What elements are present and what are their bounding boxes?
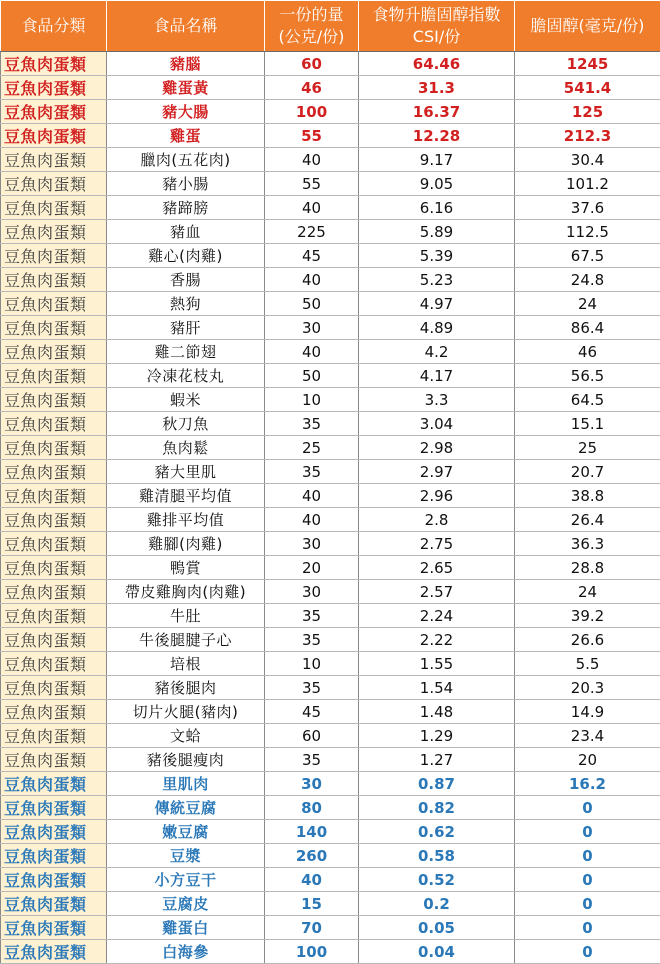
cholesterol-cell: 16.2 — [515, 772, 660, 796]
table-row — [1, 772, 660, 796]
csi-cell: 0.87 — [359, 772, 515, 796]
table-row — [1, 124, 660, 148]
portion-cell: 45 — [265, 244, 359, 268]
table-row — [1, 916, 660, 940]
category-cell: 豆魚肉蛋類 — [1, 580, 107, 604]
table-row — [1, 580, 660, 604]
portion-cell: 25 — [265, 436, 359, 460]
category-cell: 豆魚肉蛋類 — [1, 916, 107, 940]
food-name-cell: 雞蛋白 — [107, 916, 265, 940]
csi-cell: 64.46 — [359, 52, 515, 76]
cholesterol-cell: 25 — [515, 436, 660, 460]
cholesterol-cell: 28.8 — [515, 556, 660, 580]
csi-cell: 1.48 — [359, 700, 515, 724]
food-name-cell: 嫩豆腐 — [107, 820, 265, 844]
cholesterol-cell: 15.1 — [515, 412, 660, 436]
category-cell: 豆魚肉蛋類 — [1, 748, 107, 772]
table-row — [1, 676, 660, 700]
food-name-cell: 牛肚 — [107, 604, 265, 628]
header-row — [1, 1, 660, 52]
csi-cell: 0.05 — [359, 916, 515, 940]
portion-cell: 30 — [265, 772, 359, 796]
category-cell: 豆魚肉蛋類 — [1, 148, 107, 172]
category-cell: 豆魚肉蛋類 — [1, 460, 107, 484]
category-cell: 豆魚肉蛋類 — [1, 196, 107, 220]
csi-cell: 3.3 — [359, 388, 515, 412]
category-cell: 豆魚肉蛋類 — [1, 340, 107, 364]
category-cell: 豆魚肉蛋類 — [1, 52, 107, 76]
cholesterol-cell: 0 — [515, 820, 660, 844]
portion-cell: 30 — [265, 532, 359, 556]
food-name-cell: 冷凍花枝丸 — [107, 364, 265, 388]
portion-cell: 40 — [265, 148, 359, 172]
table-row — [1, 52, 660, 76]
table-row — [1, 652, 660, 676]
portion-cell: 225 — [265, 220, 359, 244]
category-cell: 豆魚肉蛋類 — [1, 100, 107, 124]
table-row — [1, 892, 660, 916]
table-row — [1, 604, 660, 628]
table-row — [1, 748, 660, 772]
table-row — [1, 868, 660, 892]
cholesterol-cell: 20.7 — [515, 460, 660, 484]
csi-cell: 1.54 — [359, 676, 515, 700]
csi-cell: 12.28 — [359, 124, 515, 148]
food-name-cell: 豬腦 — [107, 52, 265, 76]
table-row — [1, 100, 660, 124]
food-name-cell: 帶皮雞胸肉(肉雞) — [107, 580, 265, 604]
category-cell: 豆魚肉蛋類 — [1, 412, 107, 436]
csi-cell: 5.89 — [359, 220, 515, 244]
food-name-cell: 文蛤 — [107, 724, 265, 748]
portion-cell: 100 — [265, 100, 359, 124]
csi-cell: 9.17 — [359, 148, 515, 172]
header-csi: 食物升膽固醇指數 CSI/份 — [359, 1, 515, 52]
portion-cell: 10 — [265, 388, 359, 412]
csi-cell: 0.58 — [359, 844, 515, 868]
category-cell: 豆魚肉蛋類 — [1, 316, 107, 340]
csi-cell: 2.96 — [359, 484, 515, 508]
food-name-cell: 豆腐皮 — [107, 892, 265, 916]
category-cell: 豆魚肉蛋類 — [1, 868, 107, 892]
portion-cell: 35 — [265, 628, 359, 652]
category-cell: 豆魚肉蛋類 — [1, 508, 107, 532]
food-name-cell: 豬蹄膀 — [107, 196, 265, 220]
food-name-cell: 白海參 — [107, 940, 265, 964]
portion-cell: 140 — [265, 820, 359, 844]
cholesterol-cell: 46 — [515, 340, 660, 364]
category-cell: 豆魚肉蛋類 — [1, 244, 107, 268]
cholesterol-cell: 24.8 — [515, 268, 660, 292]
cholesterol-cell: 26.6 — [515, 628, 660, 652]
category-cell: 豆魚肉蛋類 — [1, 724, 107, 748]
cholesterol-cell: 112.5 — [515, 220, 660, 244]
category-cell: 豆魚肉蛋類 — [1, 268, 107, 292]
portion-cell: 60 — [265, 52, 359, 76]
food-name-cell: 培根 — [107, 652, 265, 676]
cholesterol-cell: 0 — [515, 916, 660, 940]
portion-cell: 55 — [265, 124, 359, 148]
cholesterol-cell: 1245 — [515, 52, 660, 76]
food-name-cell: 豬大里肌 — [107, 460, 265, 484]
csi-cell: 4.89 — [359, 316, 515, 340]
category-cell: 豆魚肉蛋類 — [1, 892, 107, 916]
food-name-cell: 雞蛋黃 — [107, 76, 265, 100]
cholesterol-cell: 24 — [515, 580, 660, 604]
cholesterol-cell: 36.3 — [515, 532, 660, 556]
cholesterol-cell: 30.4 — [515, 148, 660, 172]
csi-cell: 2.97 — [359, 460, 515, 484]
category-cell: 豆魚肉蛋類 — [1, 220, 107, 244]
category-cell: 豆魚肉蛋類 — [1, 484, 107, 508]
table-row — [1, 172, 660, 196]
category-cell: 豆魚肉蛋類 — [1, 292, 107, 316]
food-name-cell: 魚肉鬆 — [107, 436, 265, 460]
category-cell: 豆魚肉蛋類 — [1, 700, 107, 724]
category-cell: 豆魚肉蛋類 — [1, 940, 107, 964]
portion-cell: 100 — [265, 940, 359, 964]
table-header — [1, 1, 660, 52]
csi-cell: 1.27 — [359, 748, 515, 772]
cholesterol-cell: 0 — [515, 940, 660, 964]
csi-cell: 4.17 — [359, 364, 515, 388]
csi-cell: 1.55 — [359, 652, 515, 676]
portion-cell: 35 — [265, 412, 359, 436]
food-name-cell: 豬小腸 — [107, 172, 265, 196]
category-cell: 豆魚肉蛋類 — [1, 652, 107, 676]
category-cell: 豆魚肉蛋類 — [1, 124, 107, 148]
category-cell: 豆魚肉蛋類 — [1, 532, 107, 556]
food-name-cell: 豬後腿瘦肉 — [107, 748, 265, 772]
cholesterol-cell: 125 — [515, 100, 660, 124]
table-row — [1, 532, 660, 556]
food-name-cell: 豆漿 — [107, 844, 265, 868]
csi-cell: 2.24 — [359, 604, 515, 628]
portion-cell: 40 — [265, 196, 359, 220]
category-cell: 豆魚肉蛋類 — [1, 556, 107, 580]
csi-cell: 2.57 — [359, 580, 515, 604]
category-cell: 豆魚肉蛋類 — [1, 172, 107, 196]
food-name-cell: 香腸 — [107, 268, 265, 292]
csi-cell: 2.65 — [359, 556, 515, 580]
food-name-cell: 豬後腿肉 — [107, 676, 265, 700]
food-name-cell: 臘肉(五花肉) — [107, 148, 265, 172]
cholesterol-cell: 101.2 — [515, 172, 660, 196]
portion-cell: 70 — [265, 916, 359, 940]
food-name-cell: 雞排平均值 — [107, 508, 265, 532]
csi-cell: 0.52 — [359, 868, 515, 892]
table-row — [1, 700, 660, 724]
cholesterol-cell: 23.4 — [515, 724, 660, 748]
table-row — [1, 148, 660, 172]
food-name-cell: 傳統豆腐 — [107, 796, 265, 820]
cholesterol-cell: 39.2 — [515, 604, 660, 628]
table-row — [1, 436, 660, 460]
cholesterol-cell: 26.4 — [515, 508, 660, 532]
table-row — [1, 388, 660, 412]
category-cell: 豆魚肉蛋類 — [1, 436, 107, 460]
cholesterol-cell: 5.5 — [515, 652, 660, 676]
portion-cell: 60 — [265, 724, 359, 748]
portion-cell: 20 — [265, 556, 359, 580]
table-row — [1, 340, 660, 364]
food-name-cell: 雞腳(肉雞) — [107, 532, 265, 556]
header-cholesterol: 膽固醇(毫克/份) — [515, 1, 660, 52]
cholesterol-cell: 0 — [515, 796, 660, 820]
csi-cell: 0.04 — [359, 940, 515, 964]
portion-cell: 40 — [265, 484, 359, 508]
cholesterol-cell: 38.8 — [515, 484, 660, 508]
food-name-cell: 秋刀魚 — [107, 412, 265, 436]
portion-cell: 55 — [265, 172, 359, 196]
csi-cell: 1.29 — [359, 724, 515, 748]
table-row — [1, 292, 660, 316]
cholesterol-cell: 37.6 — [515, 196, 660, 220]
portion-cell: 10 — [265, 652, 359, 676]
table-row — [1, 556, 660, 580]
food-name-cell: 小方豆干 — [107, 868, 265, 892]
portion-cell: 45 — [265, 700, 359, 724]
table-row — [1, 484, 660, 508]
table-row — [1, 820, 660, 844]
portion-cell: 40 — [265, 508, 359, 532]
header-food-name: 食品名稱 — [107, 1, 265, 52]
food-name-cell: 雞清腿平均值 — [107, 484, 265, 508]
food-name-cell: 切片火腿(豬肉) — [107, 700, 265, 724]
portion-cell: 46 — [265, 76, 359, 100]
csi-cell: 5.39 — [359, 244, 515, 268]
csi-cell: 6.16 — [359, 196, 515, 220]
portion-cell: 35 — [265, 748, 359, 772]
category-cell: 豆魚肉蛋類 — [1, 364, 107, 388]
csi-cell: 0.2 — [359, 892, 515, 916]
portion-cell: 260 — [265, 844, 359, 868]
category-cell: 豆魚肉蛋類 — [1, 676, 107, 700]
csi-cell: 9.05 — [359, 172, 515, 196]
csi-cell: 4.97 — [359, 292, 515, 316]
cholesterol-cell: 0 — [515, 868, 660, 892]
food-name-cell: 牛後腿腱子心 — [107, 628, 265, 652]
table-row — [1, 796, 660, 820]
cholesterol-cell: 56.5 — [515, 364, 660, 388]
cholesterol-cell: 0 — [515, 844, 660, 868]
portion-cell: 35 — [265, 460, 359, 484]
category-cell: 豆魚肉蛋類 — [1, 844, 107, 868]
csi-cell: 0.62 — [359, 820, 515, 844]
category-cell: 豆魚肉蛋類 — [1, 604, 107, 628]
csi-cell: 31.3 — [359, 76, 515, 100]
cholesterol-cell: 212.3 — [515, 124, 660, 148]
category-cell: 豆魚肉蛋類 — [1, 796, 107, 820]
table-row — [1, 76, 660, 100]
portion-cell: 35 — [265, 604, 359, 628]
cholesterol-cell: 67.5 — [515, 244, 660, 268]
food-name-cell: 熱狗 — [107, 292, 265, 316]
portion-cell: 40 — [265, 340, 359, 364]
table-body — [1, 52, 660, 964]
table-row — [1, 508, 660, 532]
portion-cell: 15 — [265, 892, 359, 916]
food-name-cell: 雞心(肉雞) — [107, 244, 265, 268]
category-cell: 豆魚肉蛋類 — [1, 772, 107, 796]
food-name-cell: 鴨賞 — [107, 556, 265, 580]
portion-cell: 80 — [265, 796, 359, 820]
portion-cell: 40 — [265, 868, 359, 892]
cholesterol-cell: 24 — [515, 292, 660, 316]
cholesterol-cell: 64.5 — [515, 388, 660, 412]
csi-cell: 2.98 — [359, 436, 515, 460]
table-row — [1, 412, 660, 436]
table-row — [1, 196, 660, 220]
table-row — [1, 628, 660, 652]
portion-cell: 40 — [265, 268, 359, 292]
csi-cell: 2.75 — [359, 532, 515, 556]
category-cell: 豆魚肉蛋類 — [1, 820, 107, 844]
cholesterol-cell: 0 — [515, 892, 660, 916]
food-name-cell: 雞蛋 — [107, 124, 265, 148]
cholesterol-cell: 14.9 — [515, 700, 660, 724]
header-category: 食品分類 — [1, 1, 107, 52]
table-row — [1, 268, 660, 292]
table-row — [1, 940, 660, 964]
category-cell: 豆魚肉蛋類 — [1, 388, 107, 412]
food-name-cell: 蝦米 — [107, 388, 265, 412]
csi-cell: 5.23 — [359, 268, 515, 292]
food-name-cell: 豬血 — [107, 220, 265, 244]
csi-cell: 4.2 — [359, 340, 515, 364]
portion-cell: 35 — [265, 676, 359, 700]
table-row — [1, 844, 660, 868]
table-row — [1, 220, 660, 244]
table-row — [1, 460, 660, 484]
header-portion: 一份的量 (公克/份) — [265, 1, 359, 52]
portion-cell: 30 — [265, 580, 359, 604]
food-name-cell: 雞二節翅 — [107, 340, 265, 364]
cholesterol-cell: 20 — [515, 748, 660, 772]
table-row — [1, 724, 660, 748]
portion-cell: 30 — [265, 316, 359, 340]
csi-cell: 3.04 — [359, 412, 515, 436]
category-cell: 豆魚肉蛋類 — [1, 76, 107, 100]
cholesterol-cell: 20.3 — [515, 676, 660, 700]
food-name-cell: 豬肝 — [107, 316, 265, 340]
table-row — [1, 316, 660, 340]
csi-cell: 2.8 — [359, 508, 515, 532]
table-row — [1, 244, 660, 268]
food-name-cell: 豬大腸 — [107, 100, 265, 124]
csi-cell: 0.82 — [359, 796, 515, 820]
portion-cell: 50 — [265, 292, 359, 316]
category-cell: 豆魚肉蛋類 — [1, 628, 107, 652]
csi-cell: 2.22 — [359, 628, 515, 652]
cholesterol-cell: 86.4 — [515, 316, 660, 340]
portion-cell: 50 — [265, 364, 359, 388]
csi-cell: 16.37 — [359, 100, 515, 124]
food-name-cell: 里肌肉 — [107, 772, 265, 796]
cholesterol-cell: 541.4 — [515, 76, 660, 100]
table-row — [1, 364, 660, 388]
